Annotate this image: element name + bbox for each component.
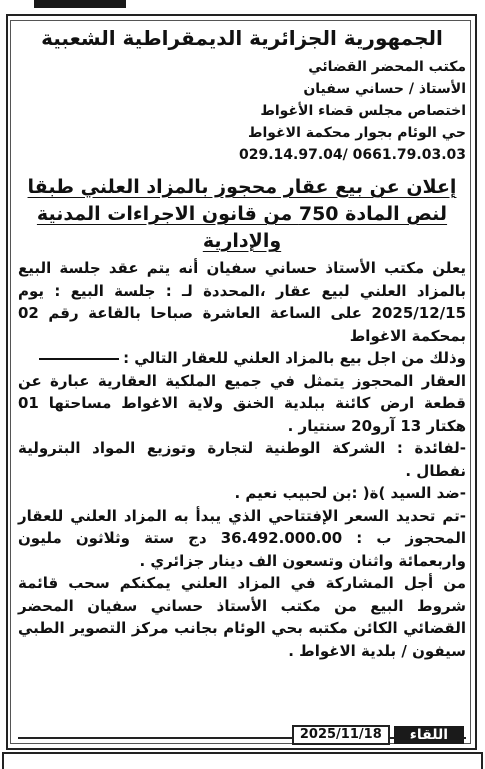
notice-body xyxy=(18,257,466,662)
sale-intro-text: وذلك من اجل بيع بالمزاد العلني للعقار التالي : xyxy=(123,349,466,367)
newspaper-name: اللقاء xyxy=(394,726,464,744)
defendant: -ضد السيد )ة( :بن لحبيب نعيم . xyxy=(234,484,466,502)
jurisdiction: اختصاص مجلس قضاء الأغواط xyxy=(260,103,466,119)
opening-price: -تم تحديد السعر الإفتتاحي الذي يبدأ به المزاد العلني للعقار المحجوز ب : 36.492.000.00 دج ستة وثلاثون مليون واربعمائة واثنان وتسعون الف دينار جزائري . xyxy=(18,506,467,570)
participation-conditions: من أجل المشاركة في المزاد العلني يمكنكم سحب قائمة شروط البيع من مكتب الأستاذ حساني سفيان المحضر القضائي الكائن مكتبه بحي الوئام بجانب مركز التصوير الطبي سيفون / بلدية الاغواط . xyxy=(18,574,466,660)
republic-title: الجمهورية الجزائرية الديمقراطية الشعبية xyxy=(41,26,443,50)
next-notice-border xyxy=(2,752,483,769)
property-description: العقار المحجوز يتمثل في جميع الملكية العقارية عبارة عن قطعة ارض كائنة ببلدية الخنق ولاية الاغواط مساحتها 01 هكتار 13 آرو20 سنتيار . xyxy=(18,371,466,435)
notice-content xyxy=(18,26,466,662)
office-name: مكتب المحضر القضائي xyxy=(308,59,466,75)
separator-line xyxy=(39,358,119,360)
beneficiary: -لفائدة : الشركة الوطنية لتجارة وتوزيع المواد البترولية نفطال . xyxy=(18,439,466,480)
office-address: حي الوئام بجوار محكمة الاغواط xyxy=(247,125,466,141)
sale-intro-paragraph xyxy=(18,347,466,370)
footer-bar xyxy=(18,725,466,745)
publication-date: 2025/11/18 xyxy=(292,725,390,745)
bailiff-name: الأستاذ / حساني سفيان xyxy=(303,81,466,97)
top-decoration-bar xyxy=(34,0,126,8)
phone-numbers: 029.14.97.04/ 0661.79.03.03 xyxy=(239,147,466,163)
notice-title: إعلان عن بيع عقار محجوز بالمزاد العلني طبقا لنص المادة 750 من قانون الاجراءات المدنية والإدارية xyxy=(27,176,457,252)
sale-session-paragraph: يعلن مكتب الأستاذ حساني سفيان أنه يتم عقد جلسة البيع بالمزاد العلني لبيع عقار ،المحددة لـ : جلسة البيع : يوم 2025/12/15 على الساعة العاشرة صباحا بالقاعة رقم 02 بمحكمة الاغواط xyxy=(18,259,466,345)
